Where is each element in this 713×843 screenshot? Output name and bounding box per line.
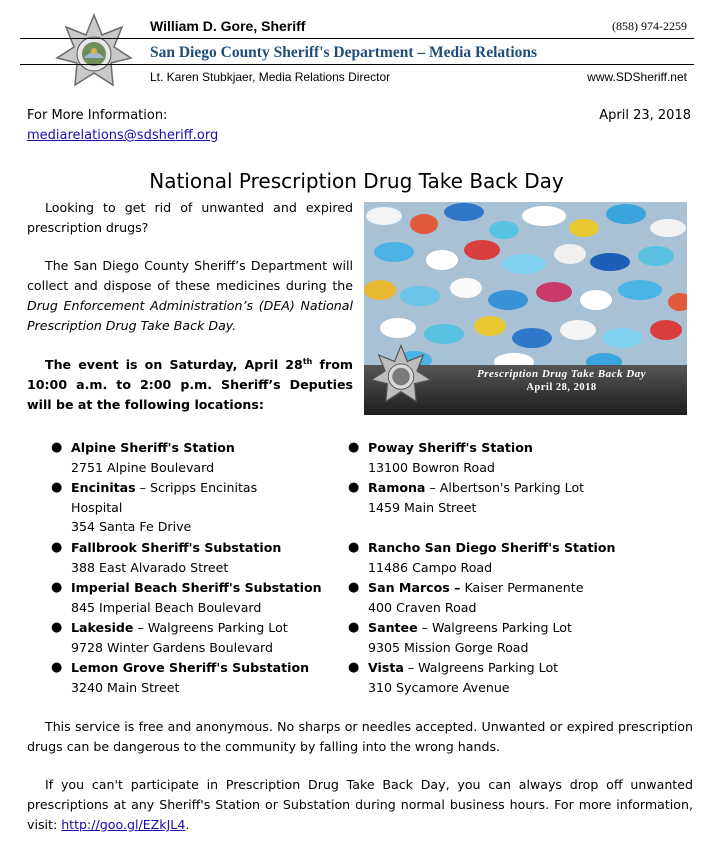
location-address: 13100 Bowron Road	[368, 459, 495, 475]
dropoff-end: .	[185, 817, 190, 832]
intro-text: The San Diego County Sheriff’s Department will collect and dispose of these medicines during the	[27, 258, 353, 293]
dropoff-text: If you can't participate in Prescription Drug Take Back Day, you can always drop off unwanted prescriptions at any Sheriff's Station or Substation during normal business hours. For more information, visit:	[27, 777, 693, 832]
location-item	[348, 578, 688, 617]
pills-photo	[364, 202, 687, 415]
location-detail: – Scripps Encinitas Hospital	[71, 480, 258, 515]
location-item	[348, 438, 688, 477]
bullet-icon: ●	[51, 480, 63, 495]
page-title: National Prescription Drug Take Back Day	[149, 169, 564, 193]
location-name: Ramona	[368, 480, 426, 495]
photo-date: April 28, 2018	[526, 382, 597, 393]
location-item	[51, 478, 291, 537]
dea-event-name: Drug Enforcement Administration’s (DEA) National Prescription Drug Take Back Day.	[27, 298, 353, 333]
bullet-icon: ●	[51, 660, 63, 675]
location-detail: – Albertson's Parking Lot	[425, 480, 585, 495]
location-address: 2751 Alpine Boulevard	[71, 459, 215, 475]
service-note: This service is free and anonymous. No sharps or needles accepted. Unwanted or expired prescription drugs can be dangerous to the community by falling into the wrong hands.	[27, 719, 693, 754]
bullet-icon: ●	[51, 540, 63, 555]
department-name: San Diego County Sheriff's Department – Media Relations	[150, 44, 538, 61]
location-address: 400 Craven Road	[368, 599, 477, 615]
header-website: www.SDSheriff.net	[587, 70, 687, 84]
location-detail: Kaiser Permanente	[460, 580, 584, 595]
location-item	[348, 538, 688, 577]
location-item	[51, 658, 341, 697]
photo-caption: Prescription Drug Take Back Day	[476, 368, 647, 380]
sheriff-name: William D. Gore, Sheriff	[150, 18, 306, 34]
location-address: 845 Imperial Beach Boulevard	[71, 599, 262, 615]
bullet-icon: ●	[51, 580, 63, 595]
bullet-icon: ●	[51, 620, 63, 635]
header-rule-top	[20, 38, 694, 39]
location-address: 9728 Winter Gardens Boulevard	[71, 639, 273, 655]
location-item	[348, 478, 688, 517]
event-details	[27, 355, 353, 415]
location-name: Vista	[368, 660, 404, 675]
location-name: Lakeside	[71, 620, 134, 635]
bullet-icon: ●	[348, 440, 360, 455]
header-phone: (858) 974-2259	[612, 19, 687, 33]
event-date: The event is on Saturday, April 28	[45, 357, 303, 372]
bullet-icon: ●	[348, 480, 360, 495]
location-name: Poway Sheriff's Station	[368, 440, 533, 455]
location-item	[348, 618, 688, 657]
location-address: 11486 Campo Road	[368, 559, 493, 575]
location-name: Fallbrook Sheriff's Substation	[71, 540, 282, 555]
location-item	[51, 538, 341, 577]
location-name: San Marcos –	[368, 580, 461, 595]
location-address: 354 Santa Fe Drive	[71, 519, 192, 534]
location-name: Encinitas	[71, 480, 136, 495]
location-item	[51, 618, 341, 657]
contact-email-link[interactable]: mediarelations@sdsheriff.org	[27, 128, 219, 143]
bullet-icon: ●	[51, 440, 63, 455]
location-address: 9305 Mission Gorge Road	[368, 639, 529, 655]
intro-paragraph-1: Looking to get rid of unwanted and expired prescription drugs?	[27, 200, 353, 235]
location-address: 388 East Alvarado Street	[71, 559, 229, 575]
event-time: from 10:00 a.m. to 2:00 p.m. Sheriff’s Deputies will be at the following locations:	[27, 357, 353, 412]
location-item	[51, 578, 341, 617]
location-name: Rancho San Diego Sheriff's Station	[368, 540, 616, 555]
photo-badge-icon	[370, 344, 432, 406]
location-name: Imperial Beach Sheriff's Substation	[71, 580, 322, 595]
location-item	[51, 438, 341, 477]
location-name: Alpine Sheriff's Station	[71, 440, 235, 455]
bullet-icon: ●	[348, 580, 360, 595]
location-detail: – Walgreens Parking Lot	[417, 620, 572, 635]
location-detail: – Walgreens Parking Lot	[133, 620, 288, 635]
location-item	[348, 658, 688, 697]
media-director: Lt. Karen Stubkjaer, Media Relations Director	[150, 70, 391, 84]
location-name: Lemon Grove Sheriff's Substation	[71, 660, 310, 675]
info-link[interactable]: http://goo.gl/EZkJL4	[61, 817, 186, 832]
location-address: 3240 Main Street	[71, 679, 180, 695]
bullet-icon: ●	[348, 620, 360, 635]
bullet-icon: ●	[348, 660, 360, 675]
bullet-icon: ●	[348, 540, 360, 555]
location-address: 310 Sycamore Avenue	[368, 679, 510, 695]
header-rule-bottom	[20, 64, 694, 65]
event-date-suffix: th	[302, 356, 313, 366]
location-address: 1459 Main Street	[368, 499, 477, 515]
contact-label: For More Information:	[27, 108, 168, 123]
release-date: April 23, 2018	[599, 108, 691, 123]
dropoff-note	[27, 775, 693, 835]
location-name: Santee	[368, 620, 418, 635]
location-detail: – Walgreens Parking Lot	[403, 660, 559, 675]
sheriff-star-badge-logo	[55, 13, 133, 91]
intro-paragraph-2	[27, 256, 353, 336]
